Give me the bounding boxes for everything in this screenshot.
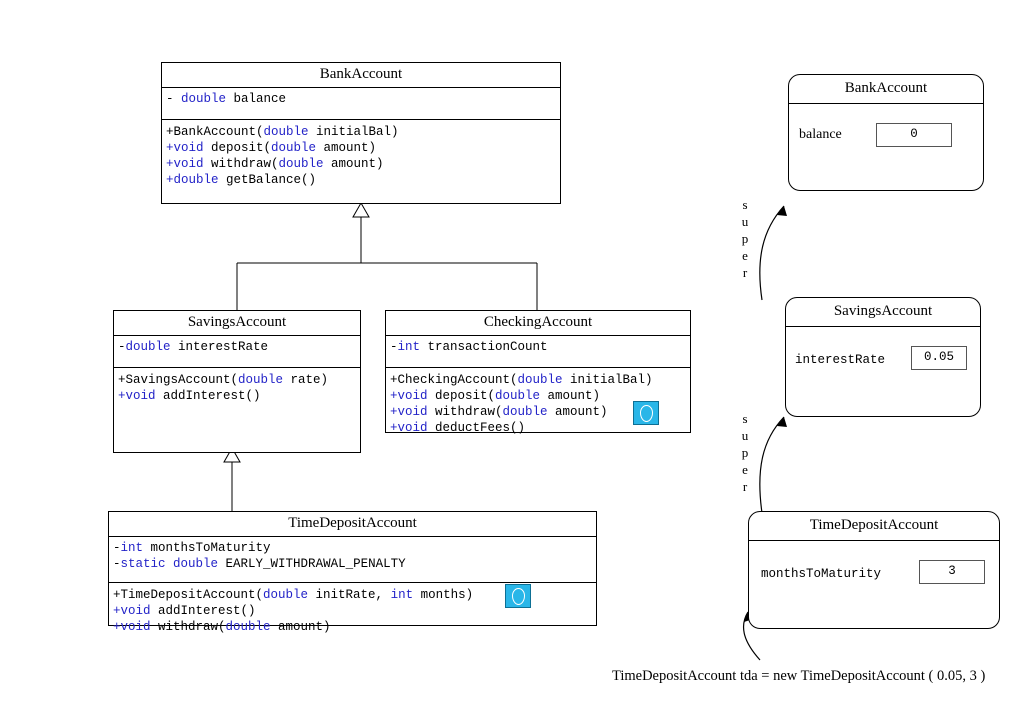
construction-caption: TimeDepositAccount tda = new TimeDepositAccount ( 0.05, 3 ) [612, 668, 986, 684]
uml-class-bankaccount[interactable] [161, 62, 561, 204]
uml-attribute: - double balance [166, 92, 287, 106]
uml-attributes [386, 336, 690, 368]
uml-operation: +void deductFees() [390, 421, 526, 435]
object-box-timedepositaccount[interactable] [748, 511, 1000, 629]
object-body [749, 541, 999, 628]
uml-class-timedepositaccount[interactable] [108, 511, 597, 634]
uml-class-name: CheckingAccount [386, 311, 690, 336]
object-name: BankAccount [789, 75, 983, 104]
uml-operation: +void withdraw(double amount) [166, 157, 384, 171]
object-body [786, 327, 980, 416]
override-note-icon-checking[interactable] [633, 401, 659, 425]
uml-class-savingsaccount[interactable] [113, 310, 361, 453]
uml-attribute: -static double EARLY_WITHDRAWAL_PENALTY [113, 557, 406, 571]
object-field-value[interactable]: 0.05 [911, 346, 967, 370]
uml-attribute: -double interestRate [118, 340, 269, 354]
object-name: TimeDepositAccount [749, 512, 999, 541]
uml-class-name: TimeDepositAccount [109, 512, 596, 537]
object-field-value[interactable]: 3 [919, 560, 985, 584]
super-label-upper [739, 196, 751, 281]
super-letter: p [741, 445, 749, 460]
uml-operation: +void deposit(double amount) [166, 141, 377, 155]
uml-class-name: SavingsAccount [114, 311, 360, 336]
uml-operation: +double getBalance() [166, 173, 317, 187]
uml-class-name: BankAccount [162, 63, 560, 88]
super-letter: p [741, 231, 749, 246]
uml-attributes [114, 336, 360, 368]
super-letter: s [742, 411, 748, 426]
object-body [789, 104, 983, 190]
uml-operation: +BankAccount(double initialBal) [166, 125, 399, 139]
super-label-lower [739, 410, 751, 495]
uml-attribute: -int monthsToMaturity [113, 541, 271, 555]
override-note-icon-timedeposit[interactable] [505, 584, 531, 608]
uml-operation: +SavingsAccount(double rate) [118, 373, 329, 387]
object-field-label: monthsToMaturity [761, 567, 882, 581]
uml-attribute: -int transactionCount [390, 340, 548, 354]
super-letter: e [742, 248, 748, 263]
super-letter: e [742, 462, 748, 477]
object-box-bankaccount[interactable] [788, 74, 984, 191]
uml-operation: +void deposit(double amount) [390, 389, 601, 403]
uml-operation: +void addInterest() [113, 604, 256, 618]
super-letter: u [741, 214, 749, 229]
uml-operation: +CheckingAccount(double initialBal) [390, 373, 653, 387]
super-letter: u [741, 428, 749, 443]
uml-operation: +TimeDepositAccount(double initRate, int months) [113, 588, 474, 602]
object-name: SavingsAccount [786, 298, 980, 327]
super-letter: r [742, 479, 748, 494]
uml-attributes [109, 537, 596, 583]
super-letter: s [742, 197, 748, 212]
uml-operations [162, 120, 560, 192]
object-field-value[interactable]: 0 [876, 123, 952, 147]
uml-operations [114, 368, 360, 408]
object-field-label: balance [799, 127, 842, 142]
uml-operation: +void withdraw(double amount) [390, 405, 608, 419]
object-field-label: interestRate [795, 353, 886, 367]
object-box-savingsaccount[interactable] [785, 297, 981, 417]
uml-attributes [162, 88, 560, 120]
uml-operation: +void withdraw(double amount) [113, 620, 331, 634]
super-letter: r [742, 265, 748, 280]
uml-operation: +void addInterest() [118, 389, 261, 403]
